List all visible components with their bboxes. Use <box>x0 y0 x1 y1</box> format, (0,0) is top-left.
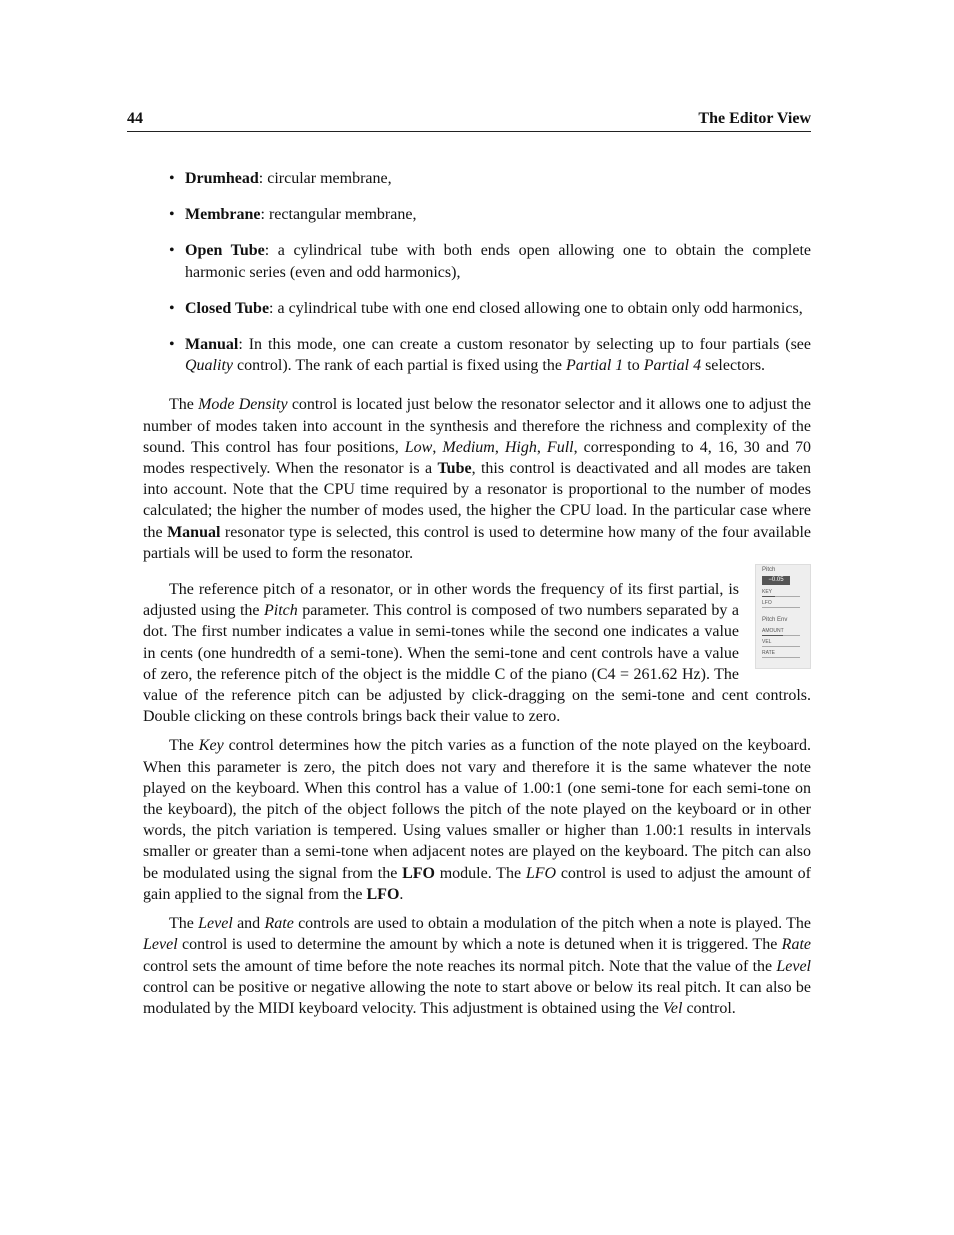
rate-label: RATE <box>762 650 775 657</box>
pitch-env-label: Pitch Env <box>762 617 788 624</box>
amount-slider-fill <box>762 635 783 636</box>
paragraph-mode-density: The Mode Density control is located just below the resonator selector and it allows one to adjust the number of modes taken into account in the synthesis and therefore the richness and complexity of the sound. This control has four positions, Low, Medium, High, Full, corresponding to 4, 16, 30 and 70 modes respectively. When the resonator is a Tube, this control is deactivated and all modes are taken into account. Note that the CPU time required by a resonator is proportional to the number of modes calculated; the higher the number of modes used, the higher the CPU load. In the particular case where the Manual resonator type is selected, this control is used to determine how many of the four available partials will be used to form the resonator. <box>143 396 812 562</box>
amount-label: AMOUNT <box>762 628 784 635</box>
lfo-slider-track <box>762 607 800 608</box>
list-item: • Open Tube: a cylindrical tube with both ends open allowing one to obtain the complete harmonic series (even and odd harmonics), <box>143 240 811 282</box>
list-item: • Manual: In this mode, one can create a custom resonator by selecting up to four partials (see Quality control). The rank of each partial is fixed using the Partial 1 to Partial 4 selectors. <box>143 334 811 376</box>
vel-slider-track <box>762 646 800 647</box>
list-item: • Closed Tube: a cylindrical tube with one end closed allowing one to obtain only odd harmonics, <box>143 298 811 319</box>
key-slider-fill <box>762 596 775 597</box>
paragraph-pitch: The reference pitch of a resonator, or in other words the frequency of its first partial, is adjusted using the Pitch parameter. This control is composed of two numbers separated by a dot. The first number indicates a value in semi-tones while the second one indicates a value in cents (one hundredth of a semi-tone). When the semi-tone and cent controls have a value of zero, the reference pitch of the object is the middle C of the piano (C4 = 261.62 Hz). The value of the reference pitch can be adjusted by click-dragging on the semi-tone and cent controls. Double clicking on these controls brings back their value to zero. <box>143 581 811 726</box>
paragraph-level-rate: The Level and Rate controls are used to obtain a modulation of the pitch when a note is played. The Level control is used to determine the amount by which a note is detuned when it is triggered. The Rate control sets the amount of time before the note reaches its normal pitch. Note that the value of the Level control can be positive or negative allowing the note to start above or below its real pitch. It can also be modulated by the MIDI keyboard velocity. This adjustment is obtained using the Vel control. <box>143 915 812 1017</box>
rate-slider-track <box>762 657 800 658</box>
list-item: • Membrane: rectangular membrane, <box>143 204 811 225</box>
lfo-label: LFO <box>762 600 772 607</box>
page-number: 44 <box>127 110 143 127</box>
page-body <box>143 168 811 1019</box>
page-header <box>127 109 811 132</box>
resonator-type-list <box>143 168 811 376</box>
pitch-control-panel-image <box>755 564 811 669</box>
pitch-value: −0.05 <box>762 576 790 585</box>
vel-label: VEL <box>762 639 772 646</box>
key-label: KEY <box>762 589 773 596</box>
pitch-label: Pitch <box>762 567 776 574</box>
list-item: • Drumhead: circular membrane, <box>143 168 811 189</box>
paragraph-key: The Key control determines how the pitch varies as a function of the note played on the keyboard. When this parameter is zero, the pitch does not vary and therefore it is the same whatever the note played on the keyboard. When this control has a value of 1.00:1 (one semi-tone for each semi-tone on the keyboard), the pitch of the object follows the pitch of the note played on the keyboard or in other words, the pitch variation is tempered. Using values smaller or higher than 1.00:1 results in intervals smaller or greater than a semi-tone when adjacent notes are played on the keyboard. The pitch can also be modulated using the signal from the LFO module. The LFO control is used to adjust the amount of gain applied to the signal from the LFO. <box>143 737 812 903</box>
chapter-title: The Editor View <box>698 110 811 127</box>
